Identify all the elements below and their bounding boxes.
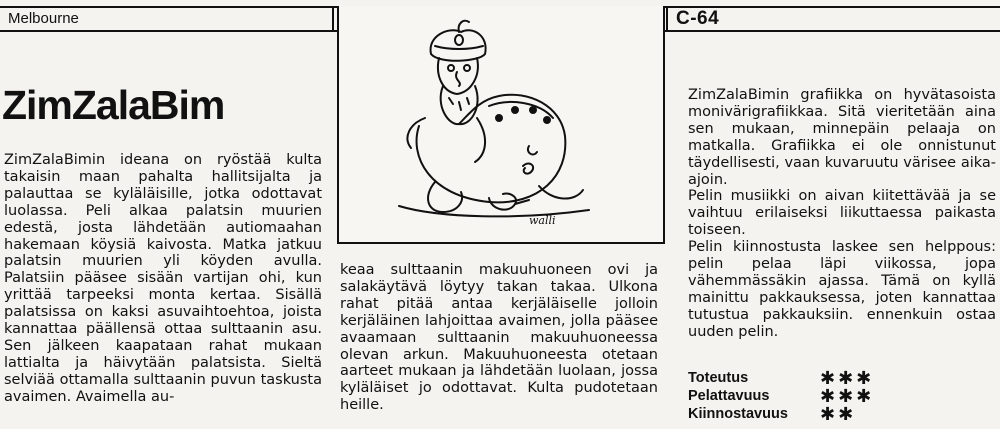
article-title: ZimZalaBim (2, 82, 225, 128)
column-1-paragraph: ZimZalaBimin ideana on ryöstää kulta takaisin maan pahalta hallitsijalta ja palauttaa se kyläläisille, jotka odottavat luolassa. Peli alkaa palatsin muurien edestä, josta lähdetään autiomaahan hakemaan köysiä kaivosta. Matka jatkuu palatsin muurien yli köyden avulla. Palatsiin pääsee sisään vartijan ohi, kun yrittää tarpeeksi monta kertaa. Sisällä palatsissa on kaksi asuvaihtoehtoa, joista kannattaa päällensä ottaa sulttaanin asu. Sen jälkeen kaapataan rahat mukaan lattialta ja häivytään palatsista. Sieltä selviää ottamalla sulttaanin puvun taskusta avaimen. Avaimella au- (4, 152, 322, 405)
header-divider (666, 8, 668, 30)
column-3-paragraph-1: ZimZalaBimin grafiikka on hyvätasoista monivärigrafiikkaa. Sitä vieritetään aina sen mukaan, minnepäin pelaaja on matkalla. Grafiikka ei ole onnistunut täydellisesti, vaan kuvaruutu värisee aika-ajoin. (688, 87, 996, 188)
article-column-2 (340, 262, 658, 414)
header-left-box (0, 8, 334, 30)
column-2-paragraph: keaa sulttaanin makuuhuoneen ovi ja salakäytävä löytyy takan takaa. Ulkona rahat pitää antaa kerjäläiselle jolloin kerjäläinen lahjoittaa avaimen, jolla pääsee avaamaan sulttaanin makuuhuoneessa olevan arkun. Makuuhuoneesta otetaan aarteet mukaan ja lähdetään luolaan, jossa kyläläiset jo odottavat. Kulta pudotetaan heille. (340, 262, 658, 414)
platform-label: C-64 (676, 8, 720, 29)
rating-row-kiinnostavuus (688, 406, 978, 424)
rating-label: Toteutus (688, 370, 749, 386)
column-3-paragraph-2: Pelin musiikki on aivan kiitettävää ja se vaihtuu erilaiseksi liikuttaessa paikasta toiseen. (688, 188, 996, 239)
column-3-paragraph-3: Pelin kiinnostusta laskee sen helppous: pelin pelaa läpi viikossa, jopa vähemmässäkin ajassa. Tämä on kyllä mainittu pakkauksessa, joten kannattaa tutustua pakkauksiin. ennenkuin ostaa uuden pelin. (688, 239, 996, 340)
genie-cartoon-illustration (339, 6, 663, 242)
rating-label: Pelattavuus (688, 388, 770, 404)
artist-signature: walli (529, 214, 556, 227)
rating-stars: ✱✱✱ (820, 386, 875, 407)
rating-label: Kiinnostavuus (688, 406, 788, 422)
publisher-name: Melbourne (8, 10, 79, 27)
illustration (337, 6, 665, 244)
rating-stars: ✱✱✱ (820, 368, 875, 389)
ratings-panel (688, 370, 978, 424)
rating-stars: ✱✱ (820, 404, 857, 425)
article-column-3 (688, 87, 996, 341)
article-column-1 (4, 152, 322, 406)
